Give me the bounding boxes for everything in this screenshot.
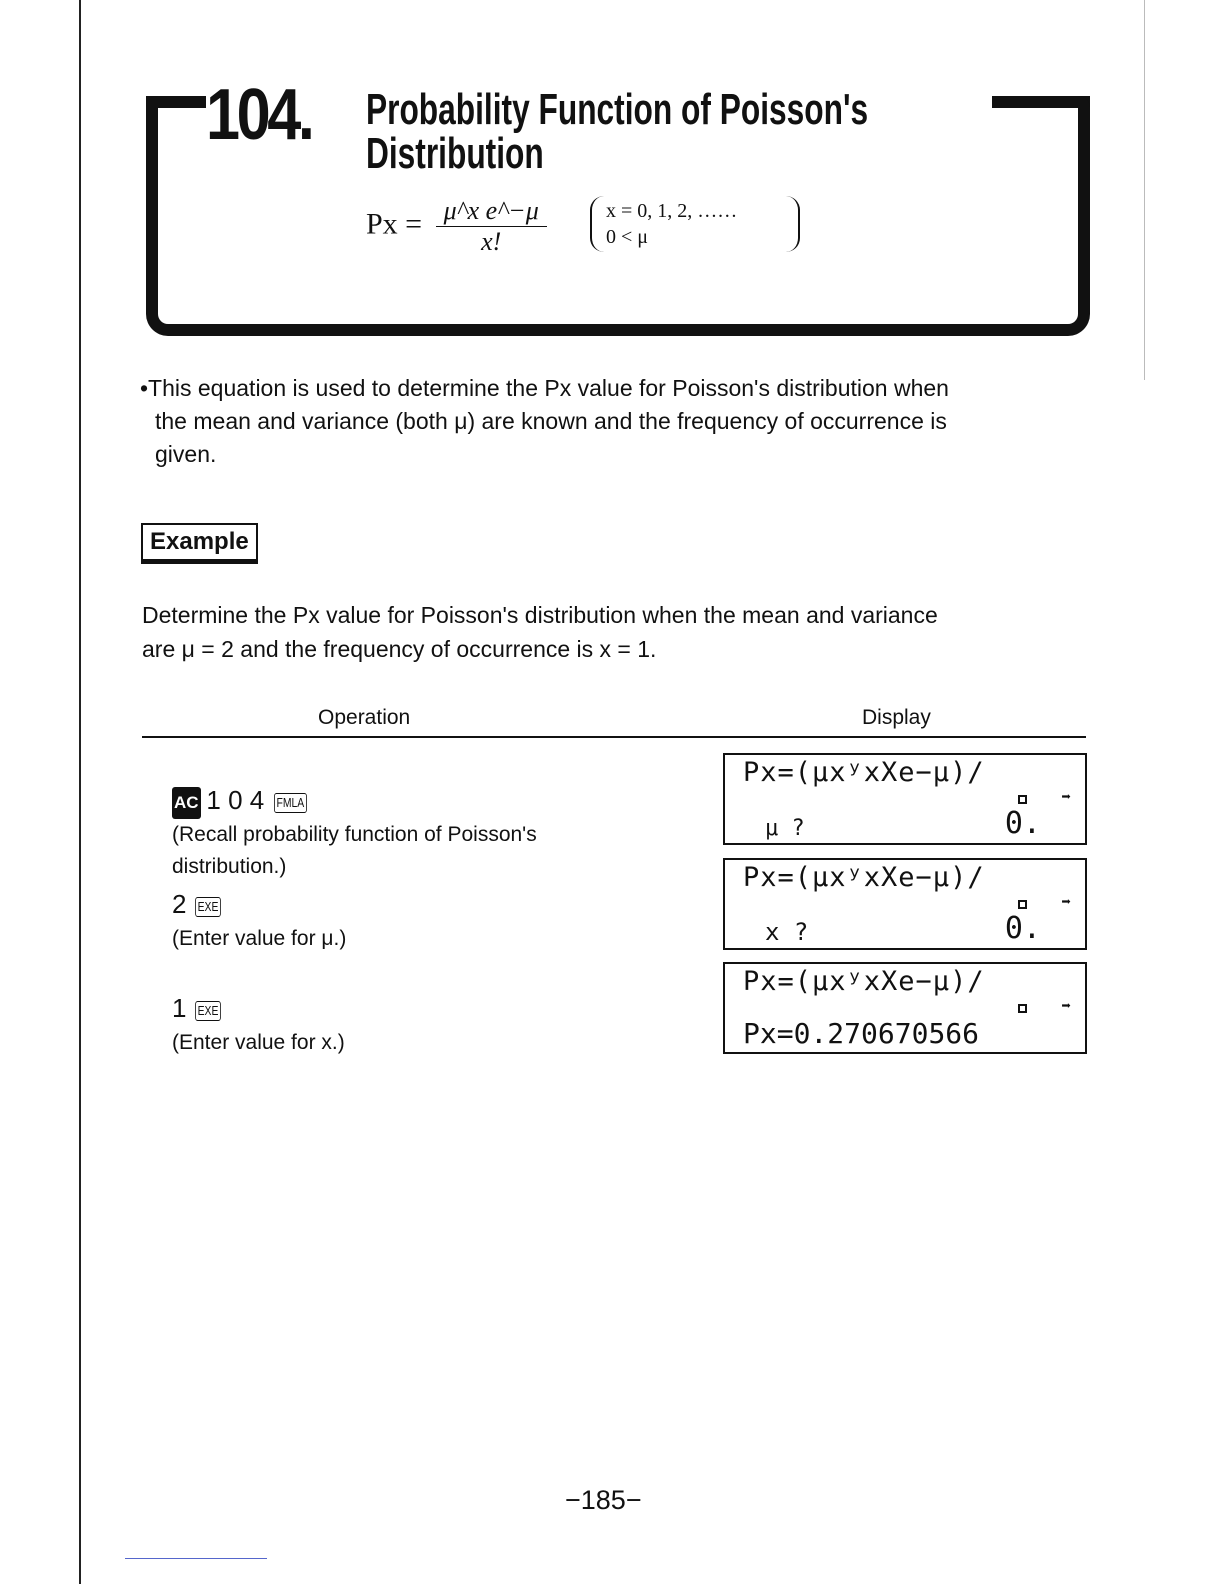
display-prompt: μ ? — [765, 816, 805, 841]
display-formula: Px=(μxʸxXe−μ)/ — [743, 966, 985, 997]
lcd-display-2 — [723, 858, 1087, 950]
lcd-display-3 — [723, 962, 1087, 1054]
numerator: μ^x e^−μ — [436, 196, 547, 227]
question-line: Determine the Px value for Poisson's distribution when the mean and variance — [142, 602, 938, 628]
display-prompt: x ? — [765, 918, 809, 946]
formula — [366, 196, 547, 257]
display-value: 0. — [1004, 911, 1041, 946]
display-header: Display — [862, 706, 931, 729]
operation-header: Operation — [318, 706, 411, 729]
arrow-right-icon: ➡ — [1061, 996, 1071, 1015]
step-note: (Recall probability function of Poisson's — [172, 823, 537, 847]
key-input: 1 — [172, 993, 187, 1023]
intro-line: •This equation is used to determine the Px value for Poisson's distribution when — [140, 375, 949, 401]
formula-conditions — [590, 196, 800, 252]
condition-1: x = 0, 1, 2, …… — [606, 200, 738, 222]
d-indicator-icon — [1018, 1004, 1027, 1013]
section-number: 104. — [206, 75, 312, 155]
step-3-operation — [172, 992, 345, 1059]
intro-line: the mean and variance (both μ) are known and the frequency of occurrence is — [155, 408, 947, 434]
fmla-key: FMLA — [274, 793, 307, 813]
condition-2: 0 < μ — [606, 226, 649, 248]
intro-paragraph — [140, 372, 1090, 471]
section-title — [366, 85, 869, 178]
display-value: 0.270670566 — [793, 1017, 980, 1050]
intro-line: given. — [155, 441, 217, 467]
frame-corner — [1078, 96, 1090, 156]
formula-fraction — [436, 196, 547, 257]
display-formula: Px=(μxʸxXe−μ)/ — [743, 862, 985, 893]
page-edge-right — [1144, 0, 1145, 380]
example-label: Example — [141, 523, 258, 564]
d-indicator-icon — [1018, 900, 1027, 909]
page-edge-left — [79, 0, 81, 1584]
frame-corner — [146, 96, 158, 156]
display-value: 0. — [1004, 806, 1041, 841]
key-input: 1 0 4 — [206, 785, 265, 815]
arrow-right-icon: ➡ — [1061, 787, 1071, 806]
display-prompt: Px= — [743, 1017, 794, 1050]
footer-rule — [125, 1558, 267, 1559]
step-note: (Enter value for x.) — [172, 1031, 345, 1054]
formula-lhs: Px = — [366, 207, 423, 241]
question-line: are μ = 2 and the frequency of occurrence is x = 1. — [142, 636, 657, 662]
exe-key: EXE — [196, 897, 222, 917]
step-2-operation — [172, 888, 346, 955]
example-question — [142, 598, 1092, 666]
key-input: 2 — [172, 889, 187, 919]
title-line-1: Probability Function of Poisson's — [366, 85, 869, 134]
header-rule — [142, 736, 1086, 738]
ac-key: AC — [172, 787, 201, 819]
denominator: x! — [481, 227, 502, 256]
frame-corner — [992, 96, 1090, 108]
lcd-display-1 — [723, 753, 1087, 845]
d-indicator-icon — [1018, 795, 1027, 804]
step-1-operation — [172, 784, 537, 883]
step-note: distribution.) — [172, 855, 287, 879]
exe-key: EXE — [196, 1001, 222, 1021]
arrow-right-icon: ➡ — [1061, 892, 1071, 911]
step-note: (Enter value for μ.) — [172, 927, 347, 950]
page-number: −185− — [565, 1485, 642, 1515]
title-line-2: Distribution — [366, 129, 544, 178]
display-formula: Px=(μxʸxXe−μ)/ — [743, 757, 985, 788]
